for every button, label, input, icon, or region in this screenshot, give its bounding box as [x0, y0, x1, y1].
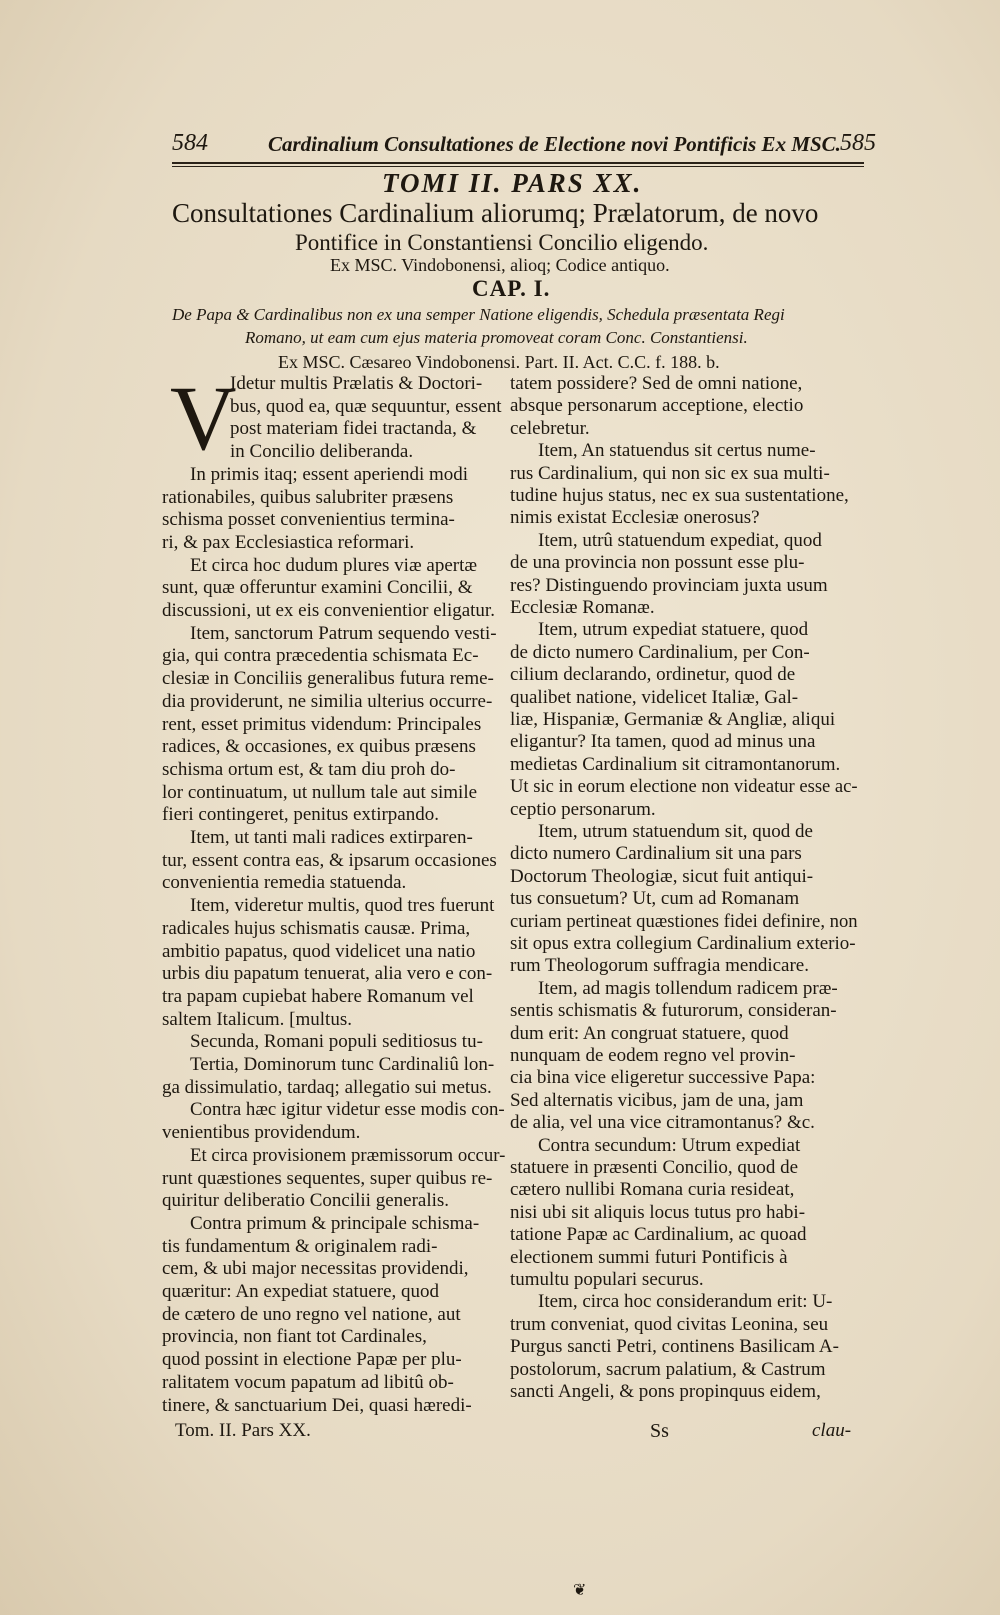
text-line: quæritur: An expediat statuere, quod	[162, 1281, 440, 1302]
text-line: tis fundamentum & originalem radi-	[162, 1235, 438, 1257]
intro-line-1: De Papa & Cardinalibus non ex una semper Natione eligendis, Schedula præsentata Regi	[172, 305, 785, 324]
text-line: nunquam de eodem regno vel provin-	[510, 1045, 796, 1066]
text-line: rationabiles, quibus salubriter præsens	[162, 486, 454, 508]
running-title: Cardinalium Consultationes de Electione novi Pontificis Ex MSC.	[268, 132, 841, 156]
text-line: Item, utrû statuendum expediat, quod	[538, 529, 822, 551]
text-line: Doctorum Theologiæ, sicut fuit antiqui-	[510, 865, 814, 887]
text-line: de una provincia non possunt esse plu-	[510, 552, 805, 574]
intro-line-2: Romano, ut eam cum ejus materia promoveat coram Conc. Constantiensi.	[245, 328, 748, 347]
text-line: quod possint in electione Papæ per plu-	[162, 1349, 462, 1371]
text-line: Item, circa hoc considerandum erit: U-	[538, 1291, 833, 1313]
text-line: qualibet natione, videlicet Italiæ, Gal-	[510, 686, 799, 708]
text-line: sit opus extra collegium Cardinalium exterio-	[510, 933, 856, 954]
text-line: tinere, & sanctuarium Dei, quasi hæredi-	[162, 1394, 472, 1416]
text-line: de dicto numero Cardinalium, per Con-	[510, 641, 810, 663]
text-line: schisma posset convenientius termina-	[162, 509, 455, 531]
text-line: dicto numero Cardinalium sit una pars	[510, 843, 802, 865]
chapter-heading: CAP. I.	[472, 276, 551, 301]
text-line: postolorum, sacrum palatium, & Castrum	[510, 1358, 826, 1380]
text-line: in Concilio deliberanda.	[230, 441, 414, 463]
ornament-icon: ❦	[573, 1582, 587, 1599]
text-line: Et circa hoc dudum plures viæ apertæ	[190, 554, 478, 576]
text-line: fieri contingeret, penitus extirpando.	[162, 804, 439, 826]
text-line: medietas Cardinalium sit citramontanorum.	[510, 753, 841, 775]
text-line: saltem Italicum. [multus.	[162, 1008, 352, 1030]
text-line: electionem summi futuri Pontificis à	[510, 1246, 788, 1268]
text-line: nisi ubi sit aliquis locus tutus pro habi-	[510, 1201, 806, 1223]
left-page-number: 584	[172, 130, 208, 156]
text-line: liæ, Hispaniæ, Germaniæ & Angliæ, aliqui	[510, 709, 836, 730]
text-line: dum erit: An congruat statuere, quod	[510, 1022, 789, 1044]
text-line: convenientia remedia statuenda.	[162, 872, 407, 894]
source-line: Ex MSC. Vindobonensi, alioq; Codice antiquo.	[330, 255, 670, 275]
text-line: post materiam fidei tractanda, &	[230, 418, 477, 440]
footer-volume: Tom. II. Pars XX.	[175, 1420, 311, 1441]
text-line: nimis existat Ecclesiæ onerosus?	[510, 507, 760, 529]
text-line: ralitatem vocum papatum ad libitû ob-	[162, 1371, 454, 1393]
text-line: sancti Angeli, & pons propinquus eidem,	[510, 1381, 821, 1402]
header-rule	[172, 162, 864, 164]
text-line: rum Theologorum suffragia mendicare.	[510, 955, 809, 977]
text-line: Item, ad magis tollendum radicem præ-	[538, 977, 838, 999]
text-line: urbis diu papatum tenuerat, alia vero e con-	[162, 963, 493, 985]
text-line: cætero nullibi Romana curia resideat,	[510, 1179, 795, 1201]
text-line: absque personarum acceptione, electio	[510, 395, 804, 417]
text-line: ga dissimulatio, tardaq; allegatio sui metus.	[162, 1076, 492, 1098]
text-line: de alia, vel una vice citramontanus? &c.	[510, 1112, 815, 1134]
text-line: tatione Papæ ac Cardinalium, ac quoad	[510, 1224, 807, 1246]
text-line: sunt, quæ offeruntur examini Concilii, &	[162, 577, 473, 599]
text-line: tumultu populari securus.	[510, 1269, 704, 1290]
text-line: ceptio personarum.	[510, 798, 656, 820]
text-line: lor continuatum, ut nullum tale aut simile	[162, 781, 478, 803]
text-line: Secunda, Romani populi seditiosus tu-	[190, 1031, 483, 1053]
text-line: Contra hæc igitur videtur esse modis con-	[190, 1099, 505, 1121]
text-line: Ecclesiæ Romanæ.	[510, 597, 655, 618]
text-line: sentis schismatis & futurorum, consideran-	[510, 1000, 837, 1022]
text-line: Tertia, Dominorum tunc Cardinaliû lon-	[190, 1054, 495, 1075]
text-line: trum conveniat, quod civitas Leonina, seu	[510, 1313, 829, 1335]
text-line: bus, quod ea, quæ sequuntur, essent	[230, 395, 502, 417]
text-line: quiritur deliberatio Concilii generalis.	[162, 1190, 450, 1212]
text-line: res? Distinguendo provinciam juxta usum	[510, 574, 828, 596]
text-line: eligantur? Ita tamen, quod ad minus una	[510, 731, 816, 753]
text-line: radices, & occasiones, ex quibus præsens	[162, 736, 476, 758]
text-line: tatem possidere? Sed de omni natione,	[510, 373, 803, 394]
text-line: In primis itaq; essent aperiendi modi	[190, 463, 469, 485]
text-line: tur, essent contra eas, & ipsarum occasiones	[162, 849, 497, 871]
text-line: Contra primum & principale schisma-	[190, 1212, 480, 1234]
text-line: Et circa provisionem præmissorum occur-	[190, 1144, 506, 1166]
text-line: rent, esset primitus videndum: Principales	[162, 713, 482, 735]
text-line: rus Cardinalium, qui non sic ex sua multi-	[510, 462, 830, 484]
text-line: Purgus sancti Petri, continens Basilicam A-	[510, 1336, 839, 1358]
text-line: Item, utrum statuendum sit, quod de	[538, 821, 813, 842]
right-page-number: 585	[840, 130, 876, 156]
text-line: ri, & pax Ecclesiastica reformari.	[162, 531, 415, 553]
title-line-1: Consultationes Cardinalium aliorumq; Prælatorum, de novo	[172, 198, 819, 228]
text-line: Item, ut tanti mali radices extirparen-	[190, 827, 473, 848]
text-line: Contra secundum: Utrum expediat	[538, 1134, 801, 1156]
text-line: dia providerunt, ne similia ulterius occurre-	[162, 690, 493, 712]
text-line: curiam pertineat quæstiones fidei definire, non	[510, 910, 858, 932]
text-line: Sed alternatis vicibus, jam de una, jam	[510, 1089, 804, 1111]
text-line: tudine hujus status, nec ex sua sustentatione,	[510, 485, 849, 506]
reference-line: Ex MSC. Cæsareo Vindobonensi. Part. II. Act. C.C. f. 188. b.	[278, 352, 720, 372]
text-line: provincia, non fiant tot Cardinales,	[162, 1326, 427, 1348]
text-line: Item, sanctorum Patrum sequendo vesti-	[190, 622, 497, 644]
text-line: Item, utrum expediat statuere, quod	[538, 619, 809, 641]
signature-mark: Ss	[650, 1420, 669, 1442]
title-line-2: Pontifice in Constantiensi Concilio eligendo.	[295, 230, 709, 255]
text-line: Ut sic in eorum electione non videatur esse ac-	[510, 776, 858, 798]
text-line: Item, An statuendus sit certus nume-	[538, 440, 816, 462]
text-line: tra papam cupiebat habere Romanum vel	[162, 985, 474, 1007]
text-line: statuere in præsenti Concilio, quod de	[510, 1157, 799, 1178]
text-line: tus consuetum? Ut, cum ad Romanam	[510, 888, 800, 910]
text-line: schisma ortum est, & tam diu proh do-	[162, 758, 456, 780]
text-line: Idetur multis Prælatis & Doctori-	[230, 373, 483, 394]
text-line: clesiæ in Conciliis generalibus futura reme-	[162, 668, 494, 690]
header-rule-thin	[172, 166, 864, 167]
text-line: gia, qui contra præcedentia schismata Ec-	[162, 645, 479, 667]
text-line: ambitio papatus, quod videlicet una natio	[162, 940, 476, 962]
text-line: celebretur.	[510, 417, 590, 439]
drop-cap: V	[170, 367, 237, 469]
text-line: discussioni, ut ex eis convenientior eligatur.	[162, 600, 495, 621]
text-line: cem, & ubi major necessitas providendi,	[162, 1258, 469, 1280]
tomi-heading: TOMI II. PARS XX.	[382, 168, 643, 198]
text-line: cia bina vice eligeretur successive Papa:	[510, 1067, 816, 1089]
text-line: venientibus providendum.	[162, 1122, 361, 1144]
text-line: Item, videretur multis, quod tres fuerunt	[190, 895, 495, 917]
text-line: cilium declarando, ordinetur, quod de	[510, 664, 796, 686]
text-line: de cætero de uno regno vel natione, aut	[162, 1303, 461, 1325]
text-line: runt quæstiones sequentes, super quibus re-	[162, 1167, 493, 1189]
text-line: radicales hujus schismatis causæ. Prima,	[162, 917, 471, 939]
catchword: clau-	[812, 1420, 852, 1441]
